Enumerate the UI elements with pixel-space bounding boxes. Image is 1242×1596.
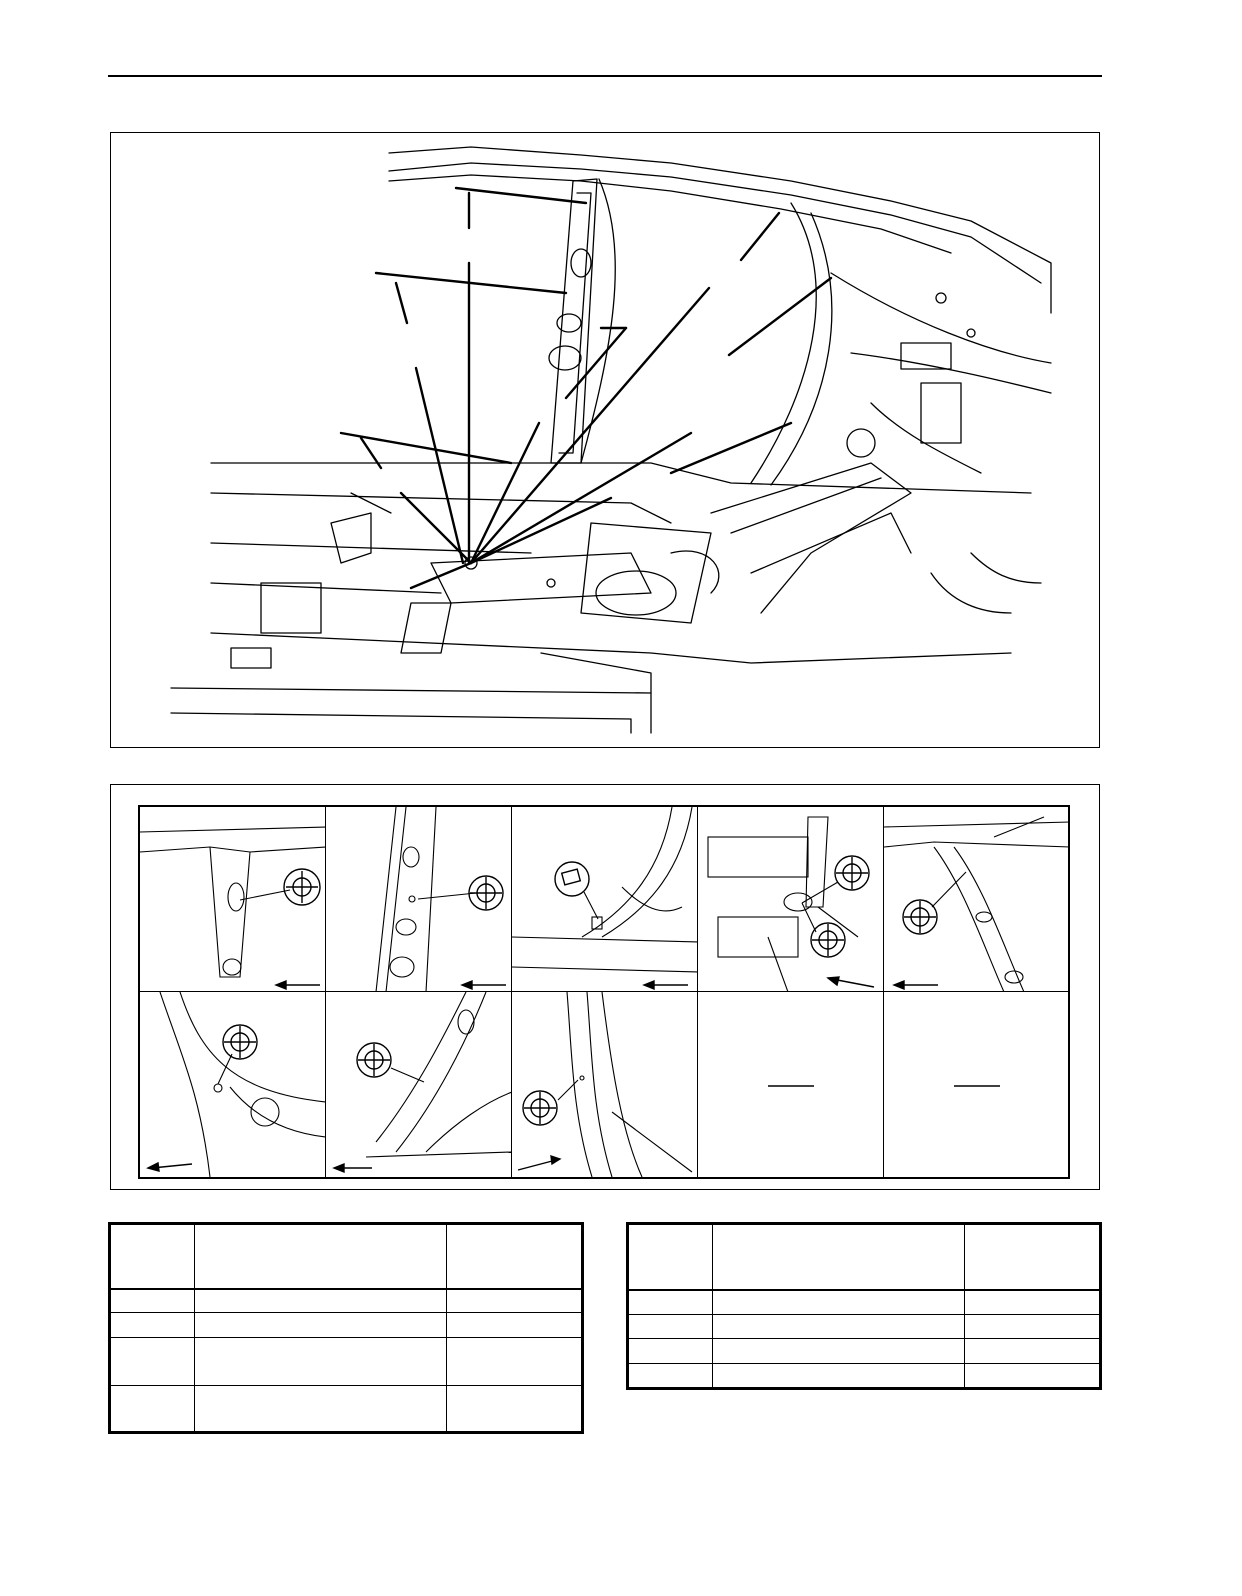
blank-dash — [698, 992, 884, 1177]
table-cell — [447, 1313, 582, 1337]
table-row — [629, 1314, 1100, 1338]
detail-drawing-8 — [512, 992, 698, 1177]
table-cell — [965, 1339, 1100, 1363]
table-cell — [629, 1290, 713, 1314]
table-row — [111, 1289, 582, 1313]
left-header-col-3 — [447, 1225, 582, 1289]
table-cell — [629, 1314, 713, 1338]
direction-arrow-icon — [462, 981, 506, 989]
table-cell — [195, 1313, 447, 1337]
table-cell — [713, 1290, 965, 1314]
direction-arrow-icon — [148, 1163, 192, 1171]
left-header-col-1 — [111, 1225, 195, 1289]
right-header-col-3 — [965, 1225, 1100, 1290]
table-row — [111, 1337, 582, 1385]
table-row — [629, 1290, 1100, 1314]
table-row — [111, 1385, 582, 1431]
table-cell — [447, 1289, 582, 1313]
detail-cell-10 — [884, 992, 1070, 1177]
detail-cell-3 — [512, 807, 698, 992]
direction-arrow-icon — [828, 977, 874, 987]
table-cell — [713, 1339, 965, 1363]
weld-point-symbol-icon — [903, 900, 937, 934]
detail-cell-4 — [698, 807, 884, 992]
detail-drawing-3 — [512, 807, 698, 992]
table-cell — [447, 1385, 582, 1431]
weld-point-symbol-icon — [523, 1091, 557, 1125]
table-cell — [111, 1289, 195, 1313]
detail-cell-2 — [326, 807, 512, 992]
table-row — [629, 1363, 1100, 1388]
detail-cell-8 — [512, 992, 698, 1177]
table-cell — [195, 1289, 447, 1313]
right-header-col-1 — [629, 1225, 713, 1290]
table-cell — [111, 1337, 195, 1385]
detail-grid — [138, 805, 1070, 1179]
table-cell — [195, 1337, 447, 1385]
detail-drawing-5 — [884, 807, 1070, 992]
weld-point-symbol-icon — [284, 869, 320, 905]
direction-arrow-icon — [518, 1156, 560, 1170]
table-cell — [629, 1363, 713, 1388]
table-cell — [713, 1363, 965, 1388]
detail-drawing-4 — [698, 807, 884, 992]
blank-dash — [884, 992, 1070, 1177]
detail-cell-6 — [140, 992, 326, 1177]
direction-arrow-icon — [894, 981, 938, 989]
left-spec-table — [108, 1222, 584, 1434]
detail-cell-9 — [698, 992, 884, 1177]
table-cell — [965, 1290, 1100, 1314]
right-header-col-2 — [713, 1225, 965, 1290]
left-header-col-2 — [195, 1225, 447, 1289]
detail-drawing-2 — [326, 807, 512, 992]
direction-arrow-icon — [276, 981, 320, 989]
detail-drawing-1 — [140, 807, 326, 992]
direction-arrow-icon — [644, 981, 688, 989]
table-row — [111, 1313, 582, 1337]
table-cell — [111, 1313, 195, 1337]
weld-point-symbol-icon — [469, 876, 503, 910]
car-body-rear-quarter-drawing — [111, 133, 1099, 747]
weld-point-symbol-icon — [357, 1043, 391, 1077]
table-cell — [965, 1363, 1100, 1388]
main-body-illustration — [110, 132, 1100, 748]
right-spec-table — [626, 1222, 1102, 1390]
rectangular-plug-symbol-icon — [555, 862, 589, 896]
table-cell — [629, 1339, 713, 1363]
weld-point-symbol-icon — [835, 856, 869, 890]
detail-views-panel — [110, 784, 1100, 1190]
header-rule — [108, 75, 1102, 77]
table-cell — [195, 1385, 447, 1431]
detail-cell-7 — [326, 992, 512, 1177]
table-cell — [447, 1337, 582, 1385]
weld-point-symbol-icon — [223, 1025, 257, 1059]
direction-arrow-icon — [334, 1164, 372, 1172]
detail-drawing-7 — [326, 992, 512, 1177]
detail-cell-5 — [884, 807, 1070, 992]
table-row — [629, 1339, 1100, 1363]
table-cell — [965, 1314, 1100, 1338]
detail-drawing-6 — [140, 992, 326, 1177]
detail-cell-1 — [140, 807, 326, 992]
table-cell — [111, 1385, 195, 1431]
table-cell — [713, 1314, 965, 1338]
weld-point-symbol-icon — [811, 923, 845, 957]
